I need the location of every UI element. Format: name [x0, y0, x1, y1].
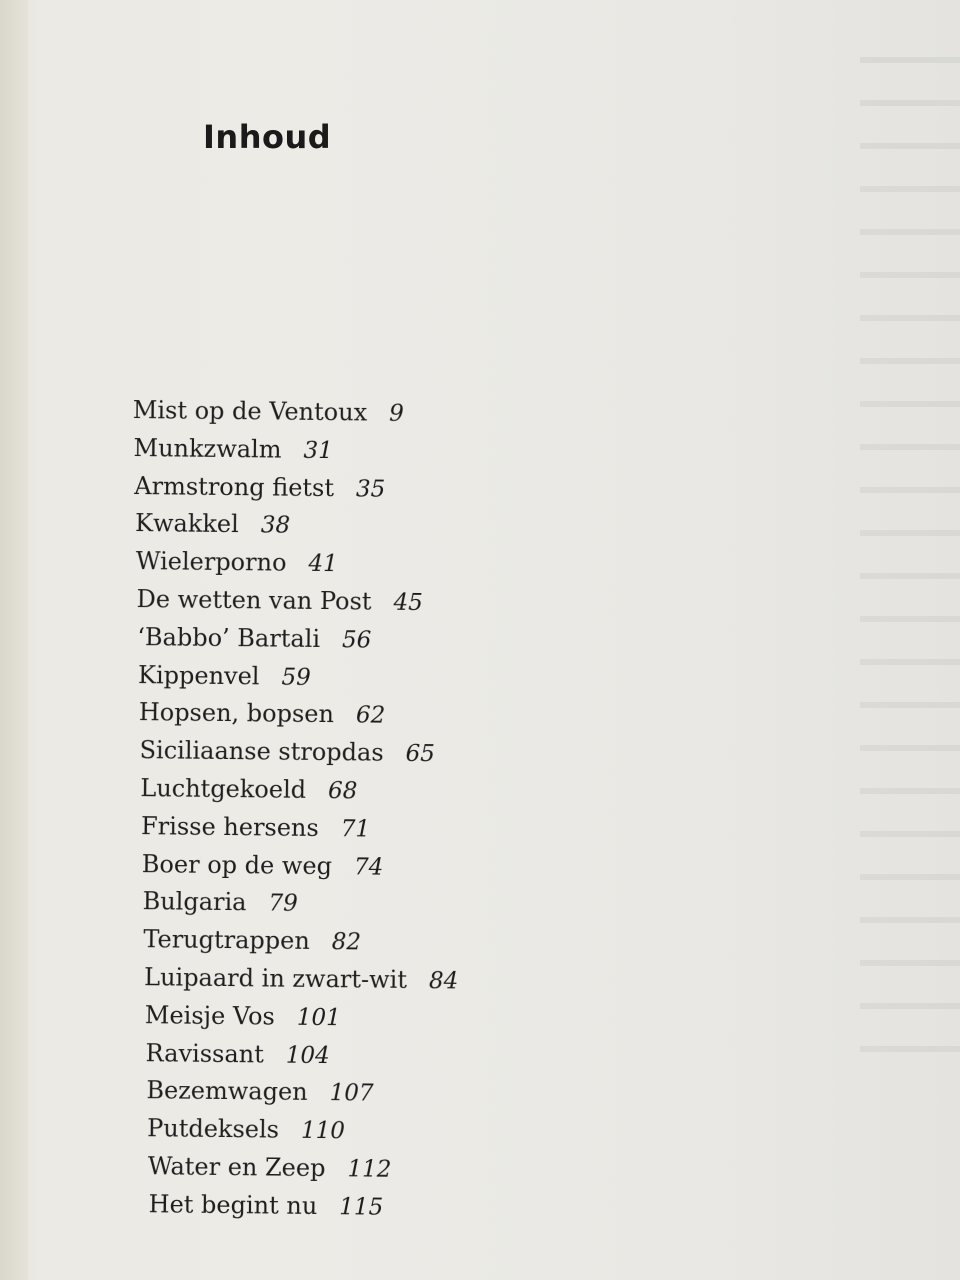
- toc-entry-page-number: 110: [300, 1117, 346, 1145]
- toc-entry-page-number: 59: [281, 664, 311, 691]
- toc-entry-page-number: 84: [428, 968, 459, 995]
- toc-entry-page-number: 41: [308, 551, 338, 578]
- toc-entry-page-number: 56: [341, 626, 372, 654]
- toc-entry-page-number: 82: [331, 929, 362, 956]
- toc-entry-page-number: 101: [296, 1004, 341, 1031]
- toc-entry-page-number: 104: [285, 1042, 330, 1069]
- toc-entry-title: Luchtgekoeld: [140, 774, 307, 804]
- toc-entry-title: Frisse hersens: [140, 811, 319, 842]
- toc-entry-title: Boer op de weg: [141, 849, 333, 880]
- toc-entry-page-number: 68: [327, 778, 358, 805]
- toc-entry-page-number: 65: [405, 741, 436, 768]
- toc-entry-title: Wielerporno: [135, 547, 287, 577]
- toc-entry-title: Bezemwagen: [146, 1076, 308, 1107]
- toc-entry-page-number: 71: [340, 815, 371, 843]
- toc-entry-page-number: 107: [329, 1080, 374, 1107]
- toc-entry-title: Water en Zeep: [147, 1152, 326, 1182]
- toc-entry-title: Armstrong fietst: [134, 471, 335, 502]
- toc-entry-title: Meisje Vos: [144, 1000, 275, 1031]
- toc-entry-title: Kippenvel: [137, 660, 260, 690]
- toc-entry-page-number: 112: [347, 1156, 392, 1183]
- toc-entry-page-number: 74: [353, 853, 384, 881]
- toc-entry-title: Hopsen, bopsen: [138, 698, 335, 729]
- toc-entry-page-number: 31: [303, 437, 333, 464]
- toc-entry-page-number: 45: [393, 589, 423, 617]
- table-of-contents: [0, 391, 960, 1233]
- toc-entry-title: Kwakkel: [134, 509, 239, 539]
- toc-entry-page-number: 38: [260, 512, 291, 540]
- toc-entry-title: Terugtrappen: [143, 925, 310, 956]
- toc-entry-page-number: 35: [355, 475, 386, 503]
- toc-entry-title: Het begint nu: [148, 1189, 318, 1220]
- toc-entry-title: Bulgaria: [142, 887, 247, 917]
- toc-entry-title: Munkzwalm: [133, 433, 282, 464]
- toc-entry-title: Putdeksels: [146, 1114, 280, 1144]
- toc-entry-title: ‘Babbo’ Bartali: [137, 622, 321, 653]
- toc-entry-title: Ravissant: [145, 1038, 264, 1068]
- toc-entry-title: Mist op de Ventoux: [132, 395, 368, 427]
- page-title: Inhoud: [203, 118, 332, 156]
- toc-entry-page-number: 9: [389, 400, 404, 427]
- toc-entry-page-number: 115: [339, 1193, 384, 1221]
- toc-entry-title: Luipaard in zwart-wit: [143, 963, 408, 994]
- toc-entry-title: De wetten van Post: [136, 585, 372, 616]
- toc-entry-title: Siciliaanse stropdas: [139, 736, 384, 767]
- toc-entry-page-number: 79: [268, 890, 298, 918]
- toc-entry-page-number: 62: [355, 702, 386, 730]
